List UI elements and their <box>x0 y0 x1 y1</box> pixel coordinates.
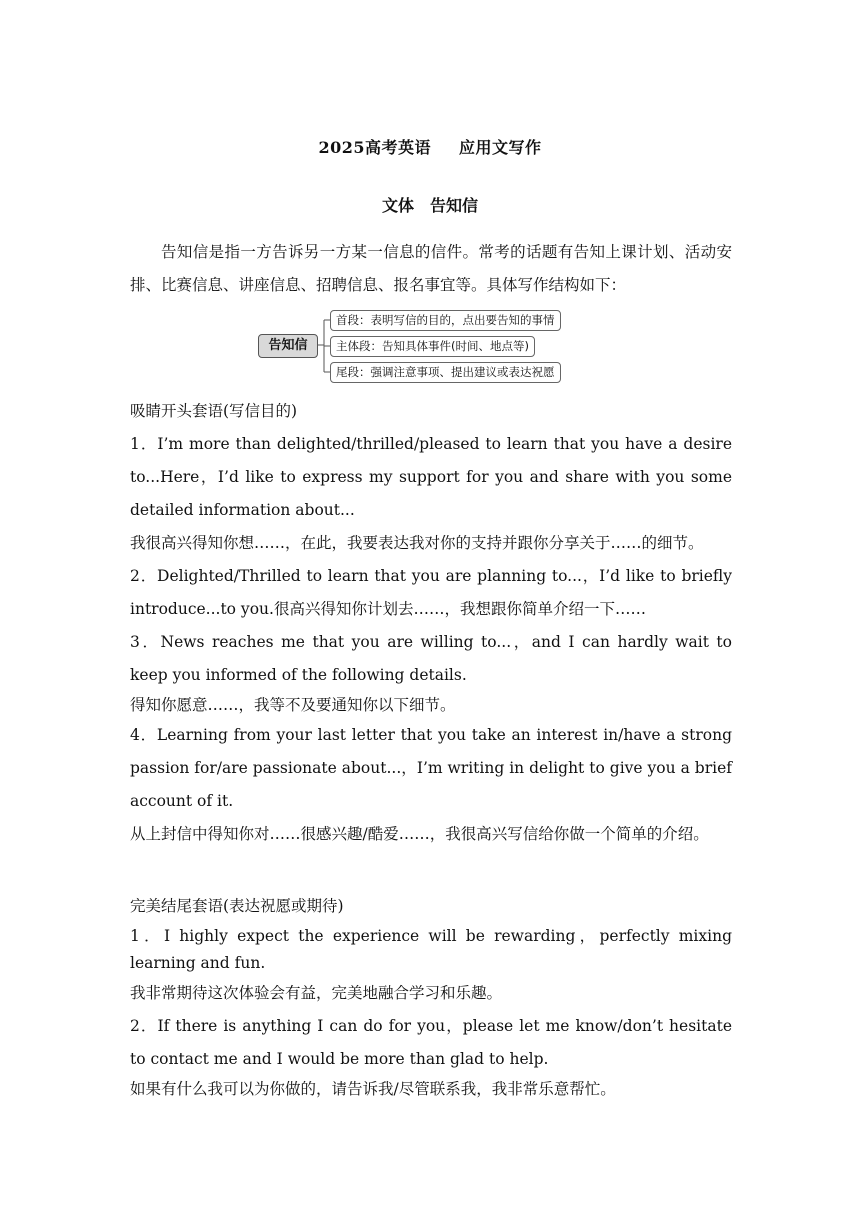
structure-diagram <box>258 307 598 385</box>
closing-section <box>130 890 732 1103</box>
diagram-branch-opening: 首段：表明写信的目的，点出要告知的事情 <box>330 310 561 331</box>
genre-label: 文体 <box>381 196 414 215</box>
opening-item-1-zh: 我很高兴得知你想……，在此，我要表达我对你的支持并跟你分享关于……的细节。 <box>130 534 704 552</box>
closing-item-2-en: 2．If there is anything I can do for you，please let me know/don’t hesitate to contact me and I would be more than glad to help. <box>130 1017 732 1068</box>
title-right: 应用文写作 <box>459 138 542 157</box>
opening-item-4-zh: 从上封信中得知你对……很感兴趣/酷爱……，我很高兴写信给你做一个简单的介绍。 <box>130 825 709 843</box>
closing-item-2-zh: 如果有什么我可以为你做的，请告诉我/尽管联系我，我非常乐意帮忙。 <box>130 1080 616 1098</box>
opening-heading: 吸睛开头套语(写信目的) <box>130 402 298 420</box>
opening-section <box>130 395 732 851</box>
diagram-branch-ending: 尾段：强调注意事项、提出建议或表达祝愿 <box>330 362 561 383</box>
opening-item-2-en: 2．Delighted/Thrilled to learn that you are planning to...，I’d like to briefly introduce...to you. <box>130 567 732 618</box>
document-title <box>0 135 860 158</box>
opening-item-2-zh: 很高兴得知你计划去……，我想跟你简单介绍一下…… <box>273 600 646 618</box>
intro-paragraph: 告知信是指一方告诉另一方某一信息的信件。常考的话题有告知上课计划、活动安排、比赛信息、讲座信息、招聘信息、报名事宜等。具体写作结构如下： <box>130 243 732 294</box>
opening-item-4-en: 4．Learning from your last letter that you take an interest in/have a strong passion for/are passionate about...，I’m writing in delight to give you a brief account of it. <box>130 726 732 810</box>
closing-heading: 完美结尾套语(表达祝愿或期待) <box>130 897 344 915</box>
closing-item-1-en: 1．I highly expect the experience will be rewarding，perfectly mixing learning and fun. <box>130 927 732 972</box>
opening-item-1-en: 1．I’m more than delighted/thrilled/pleased to learn that you have a desire to...Here，I’d like to express my support for you and share with you some detailed information about... <box>130 435 732 519</box>
diagram-root: 告知信 <box>258 334 318 358</box>
closing-item-1-zh: 我非常期待这次体验会有益，完美地融合学习和乐趣。 <box>130 984 503 1002</box>
opening-item-3-en: 3．News reaches me that you are willing to...，and I can hardly wait to keep you informed of the following details. <box>130 633 732 684</box>
diagram-branch-body: 主体段：告知具体事件(时间、地点等) <box>330 336 535 357</box>
genre-subtitle <box>0 193 860 216</box>
opening-item-3-zh: 得知你愿意……，我等不及要通知你以下细节。 <box>130 696 456 714</box>
opening-item-2 <box>130 560 732 626</box>
title-left: 2025高考英语 <box>318 138 432 157</box>
genre-name: 告知信 <box>430 196 479 215</box>
